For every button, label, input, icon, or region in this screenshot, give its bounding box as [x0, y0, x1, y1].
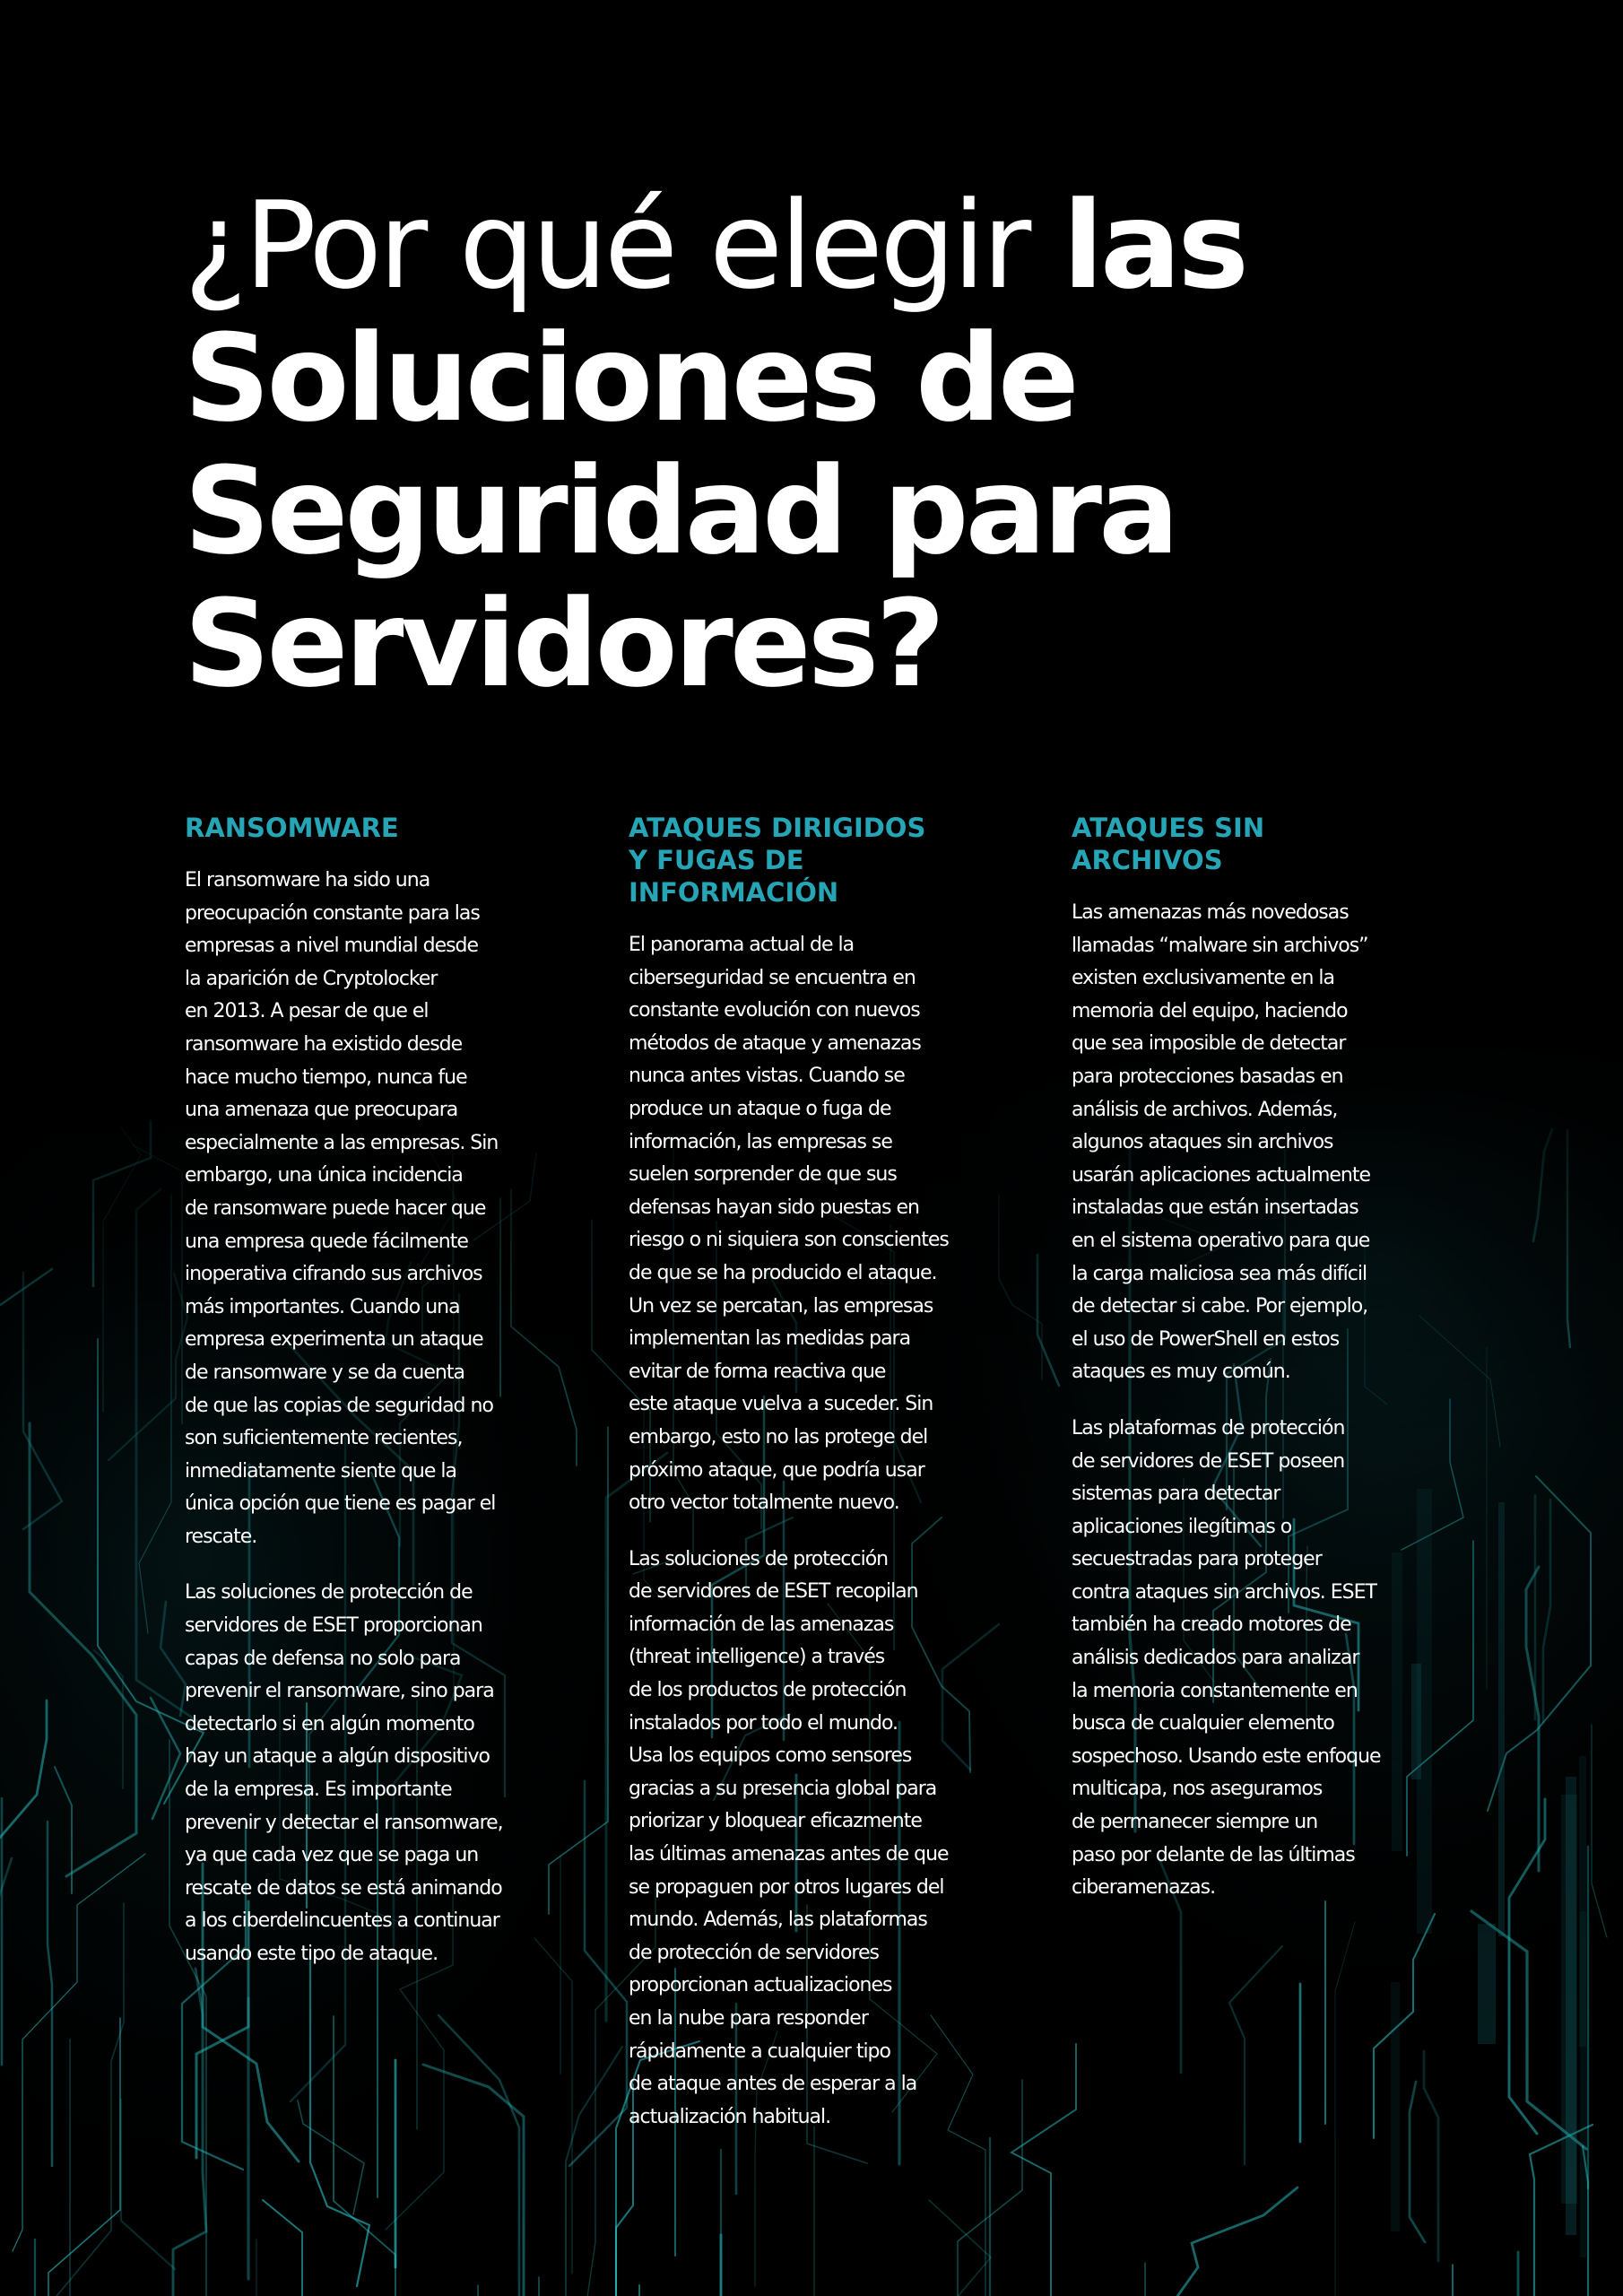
- section-heading-ransomware: RANSOMWARE: [185, 813, 399, 843]
- paragraph-ataques-sin-archivos-2: Las plataformas de protección de servidores de ESET poseen sistemas para detectar aplicaciones ilegítimas o secuestradas para proteger contra ataques sin archivos. ESET también ha creado motores de análisis dedicados para analizar la memoria constantemente en busca de cualquier elemento sospechoso. Usando este enfoque multicapa, nos aseguramos de permanecer siempre un paso por delante de las últimas ciberamenazas.: [1072, 1416, 1381, 1900]
- paragraph-ataques-dirigidos-2: Las soluciones de protección de servidores de ESET recopilan información de las amenazas (threat intelligence) a través de los productos de protección instalados por todo el mundo. Usa los equipos como sensores gracias a su presencia global para priorizar y bloquear eficazmente las últimas amenazas antes de que se propaguen por otros lugares del mundo. Además, las plataformas de protección de servidores proporcionan actualizaciones en la nube para responder rápidamente a cualquier tipo de ataque antes de esperar a la actualización habitual.: [629, 1547, 949, 2128]
- column-ransomware: [185, 812, 552, 1995]
- column-ataques-dirigidos: [629, 812, 996, 2157]
- page-title: [184, 176, 1439, 714]
- paragraph-ransomware-2: Las soluciones de protección de servidores de ESET proporcionan capas de defensa no solo para prevenir el ransomware, sino para detectarlo si en algún momento hay un ataque a algún dispositivo de la empresa. Es importante prevenir y detectar el ransomware, ya que cada vez que se paga un rescate de datos se está animando a los ciberdelincuentes a continuar usando este tipo de ataque.: [185, 1581, 503, 1965]
- title-bold-part: las Soluciones de Seguridad para Servidores?: [184, 176, 1246, 714]
- section-heading-ataques-dirigidos: ATAQUES DIRIGIDOS Y FUGAS DE INFORMACIÓN: [629, 813, 926, 908]
- paragraph-ransomware-1: El ransomware ha sido una preocupación constante para las empresas a nivel mundial desde la aparición de Cryptolocker en 2013. A pesar de que el ransomware ha existido desde hace mucho tiempo, nunca fue una amenaza que preocupara especialmente a las empresas. Sin embargo, una única incidencia de ransomware puede hacer que una empresa quede fácilmente inoperativa cifrando sus archivos más importantes. Cuando una empresa experimenta un ataque de ransomware y se da cuenta de que las copias de seguridad no son suficientemente recientes, inmediatamente siente que la única opción que tiene es pagar el rescate.: [185, 869, 499, 1548]
- paragraph-ataques-sin-archivos-1: Las amenazas más novedosas llamadas “malware sin archivos” existen exclusivamente en la memoria del equipo, haciendo que sea imposible de detectar para protecciones basadas en análisis de archivos. Además, algunos ataques sin archivos usarán aplicaciones actualmente instaladas que están insertadas en el sistema operativo para que la carga maliciosa sea más difícil de detectar si cabe. Por ejemplo, el uso de PowerShell en estos ataques es muy común.: [1072, 901, 1371, 1384]
- column-ataques-sin-archivos: [1072, 812, 1430, 1928]
- section-heading-ataques-sin-archivos: ATAQUES SIN ARCHIVOS: [1072, 813, 1265, 875]
- paragraph-ataques-dirigidos-1: El panorama actual de la ciberseguridad se encuentra en constante evolución con nuevos métodos de ataque y amenazas nunca antes vistas. Cuando se produce un ataque o fuga de información, las empresas se suelen sorprender de que sus defensas hayan sido puestas en riesgo o ni siquiera son conscientes de que se ha producido el ataque. Un vez se percatan, las empresas implementan las medidas para evitar de forma reactiva que este ataque vuelva a suceder. Sin embargo, esto no las protege del próximo ataque, que podría usar otro vector totalmente nuevo.: [629, 934, 949, 1515]
- title-light-part: ¿Por qué elegir: [184, 176, 1063, 316]
